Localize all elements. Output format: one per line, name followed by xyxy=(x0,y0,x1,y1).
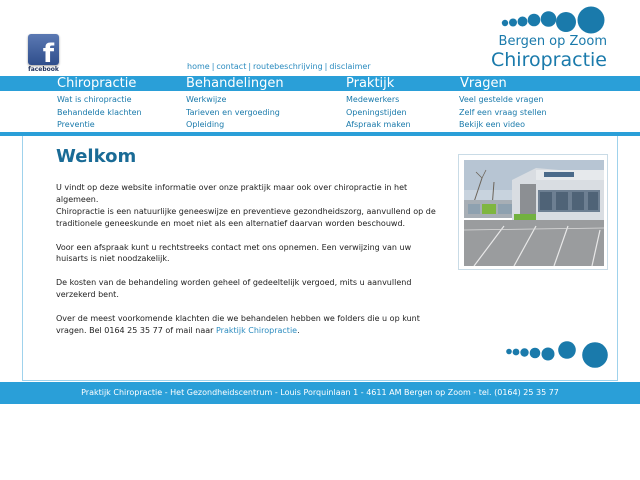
main-nav-bar xyxy=(0,76,640,91)
facebook-label: facebook xyxy=(28,66,59,73)
main-text xyxy=(56,182,436,349)
footer: Praktijk Chiropractie - Het Gezondheidscentrum - Louis Porquinlaan 1 - 4611 AM Bergen op Zoom - tel. (0164) 25 35 77 xyxy=(0,382,640,404)
page-title: Welkom xyxy=(56,146,137,167)
nav-heading-vragen[interactable]: Vragen xyxy=(460,76,507,91)
top-link-disclaimer[interactable]: disclaimer xyxy=(329,62,371,71)
folders-paragraph: Over de meest voorkomende klachten die we behandelen hebben we folders die u op kunt vragen. Bel 0164 25 35 77 of mail naar Praktijk Chiropractie. xyxy=(56,313,420,335)
nav-item-wat-is-chiropractie[interactable]: Wat is chiropractie xyxy=(57,95,132,104)
facebook-link[interactable] xyxy=(28,34,59,72)
brand-logo xyxy=(491,34,607,71)
top-link-home[interactable]: home xyxy=(187,62,210,71)
brand-name: Chiropractie xyxy=(491,49,607,71)
nav-item-afspraak-maken[interactable]: Afspraak maken xyxy=(346,120,411,129)
nav-item-openingstijden[interactable]: Openingstijden xyxy=(346,107,407,117)
building-photo-image xyxy=(464,160,604,266)
building-photo xyxy=(458,154,608,270)
nav-item-tarieven[interactable]: Tarieven en vergoeding xyxy=(186,107,280,117)
mail-link[interactable]: Praktijk Chiropractie xyxy=(215,325,298,335)
nav-item-preventie[interactable]: Preventie xyxy=(57,120,95,129)
costs-paragraph: De kosten van de behandeling worden geheel of gedeeltelijk vergoed, mits u aanvullend verzekerd bent. xyxy=(56,278,412,300)
nav-column-behandelingen xyxy=(186,94,280,132)
top-link-route[interactable]: routebeschrijving xyxy=(253,62,323,71)
nav-item-opleiding[interactable]: Opleiding xyxy=(186,120,225,129)
decorative-dots-icon xyxy=(505,340,611,370)
logo-dots-icon xyxy=(500,6,610,36)
nav-column-praktijk xyxy=(346,94,411,132)
brand-location: Bergen op Zoom xyxy=(498,34,607,49)
nav-column-chiropractie xyxy=(57,94,142,132)
top-links: home | contact | routebeschrijving | disclaimer xyxy=(187,62,371,71)
nav-item-vraag-stellen[interactable]: Zelf een vraag stellen xyxy=(459,107,547,117)
nav-heading-chiropractie[interactable]: Chiropractie xyxy=(57,76,137,91)
nav-item-video[interactable]: Bekijk een video xyxy=(459,120,525,129)
nav-heading-praktijk[interactable]: Praktijk xyxy=(346,76,395,91)
nav-item-veel-gestelde-vragen[interactable]: Veel gestelde vragen xyxy=(459,95,544,104)
facebook-icon: f xyxy=(28,34,59,65)
top-link-contact[interactable]: contact xyxy=(216,62,247,71)
intro-paragraph: U vindt op deze website informatie over onze praktijk maar ook over chiropractie in het algemeen. Chiropractie is een natuurlijke geneeswijze en preventieve gezondheidszorg, aanvullend op de traditionele geneeskunde en moet niet als een alternatief daarvan worden beschouwd. xyxy=(56,183,436,228)
nav-item-behandelde-klachten[interactable]: Behandelde klachten xyxy=(57,107,142,117)
nav-heading-behandelingen[interactable]: Behandelingen xyxy=(186,76,284,91)
appointment-paragraph: Voor een afspraak kunt u rechtstreeks contact met ons opnemen. Een verwijzing van uw huisarts is niet noodzakelijk. xyxy=(56,242,412,264)
nav-item-werkwijze[interactable]: Werkwijze xyxy=(186,95,227,104)
nav-column-vragen xyxy=(459,94,547,132)
nav-item-medewerkers[interactable]: Medewerkers xyxy=(346,95,400,104)
